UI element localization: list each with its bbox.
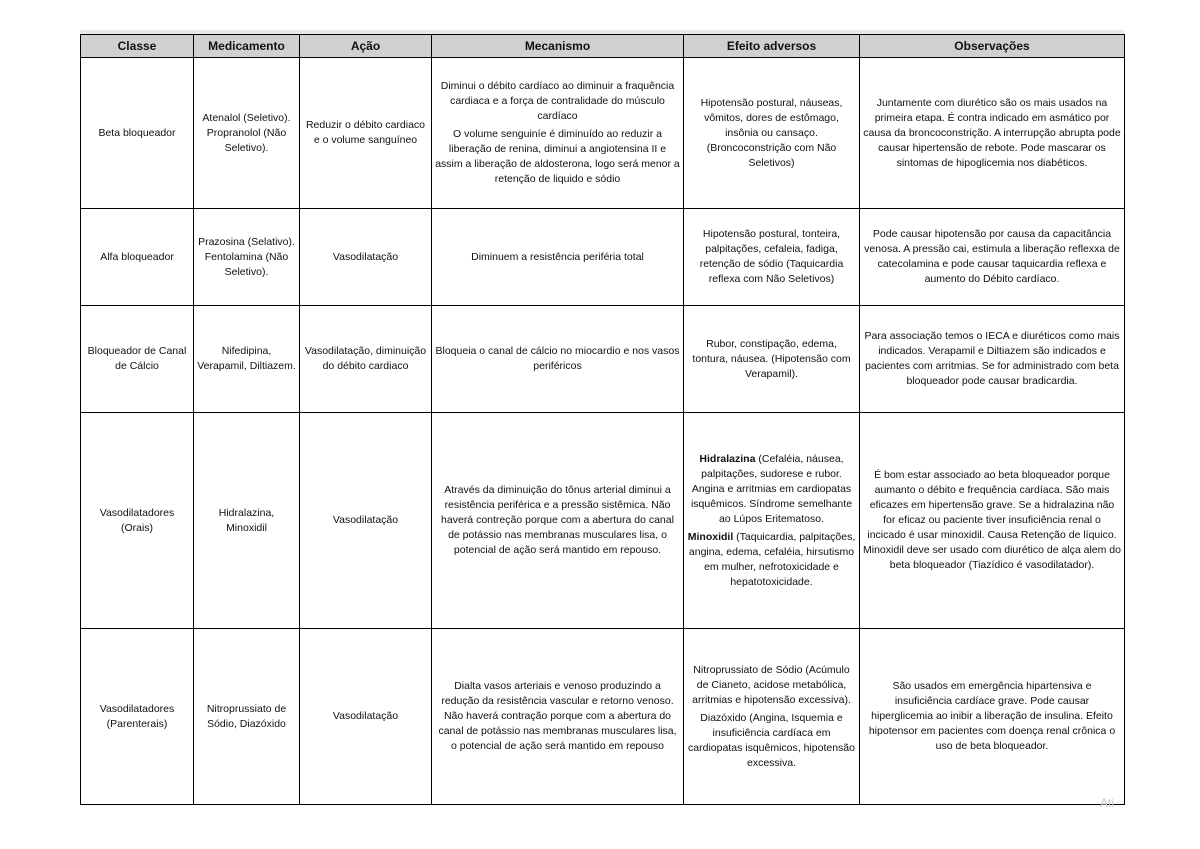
cell-observacoes: Para associação temos o IECA e diuréticos como mais indicados. Verapamil e Diltiazem são indicados e pacientes com arritmias. Se for administrado com beta bloqueador pode causar bradicardia. — [860, 306, 1125, 413]
cell-mecanismo: Bloqueia o canal de cálcio no miocardio e nos vasos periféricos — [432, 306, 684, 413]
cell-acao: Vasodilatação — [300, 209, 432, 306]
header-acao: Ação — [300, 35, 432, 58]
efeito-paragraph: Nitroprussiato de Sódio (Acúmulo de Cianeto, acidose metabólica, arritmias e hipotensão excessiva). — [692, 663, 851, 706]
header-classe: Classe — [81, 35, 194, 58]
cell-acao: Reduzir o débito cardiaco e o volume sanguíneo — [300, 58, 432, 209]
cell-medicamento: Hidralazina, Minoxidil — [194, 413, 300, 629]
table-row — [81, 306, 1125, 413]
efeito-text: (Taquicardia, palpitações, angina, edema, cefaléia, hirsutismo em mulher, nefrotoxicidade e hepatotoxicidade. — [688, 530, 856, 588]
drug-name: Hidralazina — [699, 452, 756, 465]
mecanismo-paragraph: Diminui o débito cardíaco ao diminuir a fraquência cardiaca e a força de contralidade do músculo cardíaco — [440, 80, 675, 122]
drug-table — [80, 34, 1125, 805]
cell-efeitos: Hipotensão postural, tonteira, palpitações, cefaleia, fadiga, retenção de sódio (Taquicardia reflexa com Não Seletivos) — [684, 209, 860, 306]
cell-acao: Vasodilatação — [300, 629, 432, 805]
efeito-paragraph — [687, 530, 856, 590]
cell-classe: Vasodilatadores (Parenterais) — [81, 629, 194, 805]
cell-mecanismo: Através da diminuição do tônus arterial diminui a resistência periférica e a pressão sistêmica. Não haverá contreção porque com a abertura do canal de potássio nas membranas musculares lisa, o potencial de ação será mantido em repouso. — [432, 413, 684, 629]
efeito-paragraph: Diazóxido (Angina, Isquemia e insuficiência cardíaca em cardiopatas isquêmicos, hipotensão excessiva. — [688, 711, 855, 769]
header-mecanismo: Mecanismo — [432, 35, 684, 58]
cell-observacoes: É bom estar associado ao beta bloqueador porque aumanto o débito e frequência cardíaca. São mais eficazes em hipertensão grave. Se a hidralazina não for eficaz ou paciente tiver insuficiência renal o incicado é usar minoxidil. Causa Retenção de líquico. Minoxidil deve ser usado com diurético de alça alem do beta bloqueador (Tiazídico é vasodilatador). — [860, 413, 1125, 629]
mecanismo-paragraph: O volume senguiníe é diminuído ao reduzir a liberação de renina, diminui a angiotensina II e assim a liberação de aldosterona, logo será menor a retenção de liquido e sódio — [435, 128, 680, 185]
header-row — [81, 35, 1125, 58]
cell-classe: Alfa bloqueador — [81, 209, 194, 306]
cell-medicamento: Prazosina (Selativo). Fentolamina (Não Seletivo). — [194, 209, 300, 306]
document-page — [80, 34, 1124, 805]
drug-name: Minoxidil — [687, 530, 734, 543]
cell-classe: Vasodilatadores (Orais) — [81, 413, 194, 629]
table-row — [81, 58, 1125, 209]
header-efeitos: Efeito adversos — [684, 35, 860, 58]
header-observacoes: Observações — [860, 35, 1125, 58]
cell-observacoes: Juntamente com diurético são os mais usados na primeira etapa. É contra indicado em asmático por causa da broncoconstrição. A interrupção abrupta pode causar hipertensão de rebote. Pode mascarar os sintomas de hipoglicemia nos diabéticos. — [860, 58, 1125, 209]
cell-medicamento: Nifedipina, Verapamil, Diltiazem. — [194, 306, 300, 413]
cell-classe: Beta bloqueador — [81, 58, 194, 209]
cell-mecanismo — [432, 58, 684, 209]
cell-acao: Vasodilatação — [300, 413, 432, 629]
cell-mecanismo: Diminuem a resistência periféria total — [432, 209, 684, 306]
cell-observacoes: São usados em emergência hipartensiva e insuficiência cardíace grave. Pode causar hiperglicemia ao inibir a liberação de insulina. Efeito hipotensor em pacientes com doença renal crônica o uso de beta bloqueador. — [860, 629, 1125, 805]
efeito-paragraph — [687, 452, 856, 527]
table-row — [81, 629, 1125, 805]
cell-medicamento: Atenalol (Seletivo). Propranolol (Não Seletivo). — [194, 58, 300, 209]
cell-efeitos: Rubor, constipação, edema, tontura, náusea. (Hipotensão com Verapamil). — [684, 306, 860, 413]
cell-medicamento: Nitroprussiato de Sódio, Diazóxido — [194, 629, 300, 805]
cell-mecanismo: Dialta vasos arteriais e venoso produzindo a redução da resistência vascular e retorno venoso. Não haverá contração porque com a abertura do canal de potássio nas membranas musculares lisa, o potencial de ação será mantido em repouso — [432, 629, 684, 805]
cell-classe: Bloqueador de Canal de Cálcio — [81, 306, 194, 413]
table-row — [81, 413, 1125, 629]
cell-acao: Vasodilatação, diminuição do débito cardiaco — [300, 306, 432, 413]
cell-efeitos — [684, 413, 860, 629]
cell-efeitos — [684, 629, 860, 805]
table-row — [81, 209, 1125, 306]
cell-efeitos: Hipotensão postural, náuseas, vômitos, dores de estômago, insônia ou cansaço. (Broncoconstrição com Não Seletivos) — [684, 58, 860, 209]
watermark-text: Ati — [1100, 796, 1115, 810]
header-medicamento: Medicamento — [194, 35, 300, 58]
cell-observacoes: Pode causar hipotensão por causa da capacitância venosa. A pressão cai, estimula a liberação reflexxa de catecolamina e pode causar taquicardia reflexa e aumento do Débito cardíaco. — [860, 209, 1125, 306]
efeito-text: (Cefaléia, náusea, palpitações, sudorese e rubor. Angina e arritmias em cardiopatas isquêmicos. Síndrome semelhante ao Lúpos Eritematoso. — [690, 452, 853, 525]
